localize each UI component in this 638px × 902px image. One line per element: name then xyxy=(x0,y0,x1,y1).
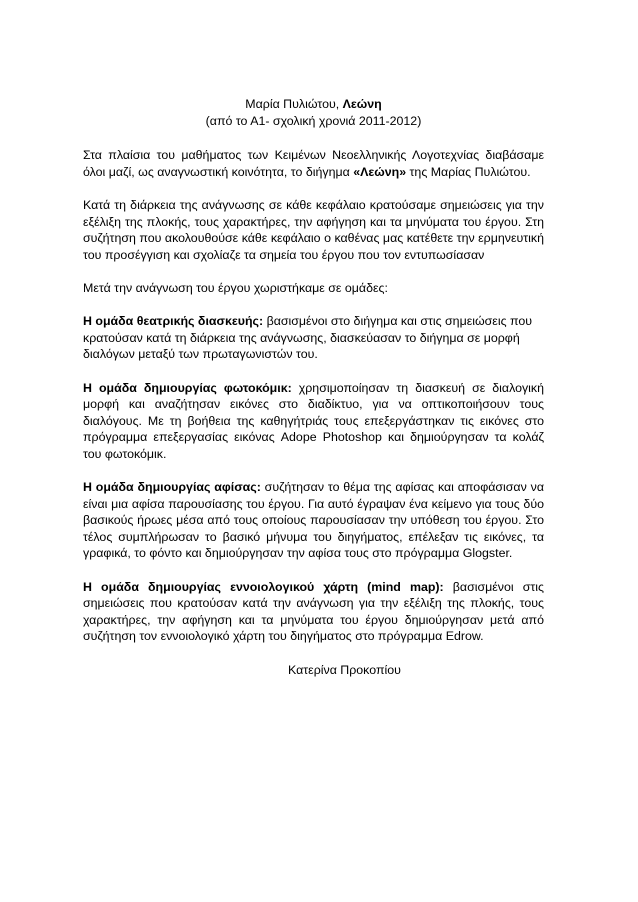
photocomic-group-heading: Η ομάδα δημιουργίας φωτοκόμικ: xyxy=(83,380,292,395)
theatre-group-paragraph xyxy=(83,313,544,363)
mindmap-group-paragraph xyxy=(83,579,544,645)
poster-group-text: συζήτησαν το θέμα της αφίσας και αποφάσισαν να είναι μια αφίσα παρουσίασης του έργου. Για αυτό έγραψαν ένα κείμενο για τους δύο βασικούς ήρωες μέσα από τους οποίους παρουσίασαν την υπόθεση του έργου. Στο τέλος συμπλήρωσαν το βασικό μήνυμα του διηγήματος, επέλεξαν τις εικόνες, τα γραφικά, το φόντο και δημιούργησαν την αφίσα τους στο πρόγραμμα Glogster. xyxy=(83,480,544,561)
intro-text-start: Στα πλαίσια του μαθήματος των Κειμένων Νεοελληνικής Λογοτεχνίας διαβάσαμε όλοι μαζί, ως αναγνωστική κοινότητα, το διήγημα xyxy=(83,148,544,179)
document-title xyxy=(83,96,544,113)
poster-group-heading: Η ομάδα δημιουργίας αφίσας: xyxy=(83,480,261,495)
photocomic-group-paragraph xyxy=(83,380,544,463)
intro-paragraph xyxy=(83,147,544,180)
story-title-inline: «Λεώνη» xyxy=(353,164,407,179)
intro-text-end: της Μαρίας Πυλιώτου. xyxy=(406,164,531,179)
reading-process-paragraph: Κατά τη διάρκεια της ανάγνωσης σε κάθε κεφάλαιο κρατούσαμε σημειώσεις για την εξέλιξη της πλοκής, τους χαρακτήρες, την αφήγηση και τα μηνύματα του έργου. Στη συζήτηση που ακολουθούσε κάθε κεφάλαιο ο καθένας μας κατέθετε την ερμηνευτική του προσέγγιση και σχολίαζε τα σημεία του έργου που τον εντυπωσίασαν xyxy=(83,197,544,262)
signature: Κατερίνα Προκοπίου xyxy=(288,662,401,677)
poster-group-paragraph xyxy=(83,479,544,562)
document-subtitle: (από το Α1- σχολική χρονιά 2011-2012) xyxy=(205,113,422,128)
document-page xyxy=(83,96,544,678)
mindmap-group-text: βασισμένοι στις σημειώσεις που κρατούσαν κατά την ανάγνωση για την εξέλιξη της πλοκής, τους χαρακτήρες, την αφήγηση και τα μηνύματα του έργου δημιούργησαν μετά από συζήτηση τον εννοιολογικό χάρτη του διηγήματος στο πρόγραμμα Edrow. xyxy=(83,579,544,644)
book-title: Λεώνη xyxy=(342,97,382,111)
theatre-group-heading: Η ομάδα θεατρικής διασκευής: xyxy=(83,314,264,329)
groups-intro-paragraph: Μετά την ανάγνωση του έργου χωριστήκαμε σε ομάδες: xyxy=(83,280,388,295)
photocomic-group-text: χρησιμοποίησαν τη διασκευή σε διαλογική μορφή και αναζήτησαν εικόνες στο διαδίκτυο, για να οπτικοποιήσουν τους διαλόγους. Με τη βοήθεια της καθηγήτριάς τους επεξεργάστηκαν τις εικόνες στο πρόγραμμα επεξεργασίας εικόνας Adope Photoshop και δημιούργησαν τα κολάζ του φωτοκόμικ. xyxy=(83,380,545,461)
mindmap-group-heading: Η ομάδα δημιουργίας εννοιολογικού χάρτη (mind map): xyxy=(83,579,444,594)
author-name: Μαρία Πυλιώτου, xyxy=(245,97,343,111)
theatre-group-text: βασισμένοι στο διήγημα και στις σημειώσεις που κρατούσαν κατά τη διάρκεια της ανάγνωσης, διασκεύασαν το διήγημα σε μορφή διαλόγων μεταξύ των πρωταγωνιστών του. xyxy=(83,314,533,362)
